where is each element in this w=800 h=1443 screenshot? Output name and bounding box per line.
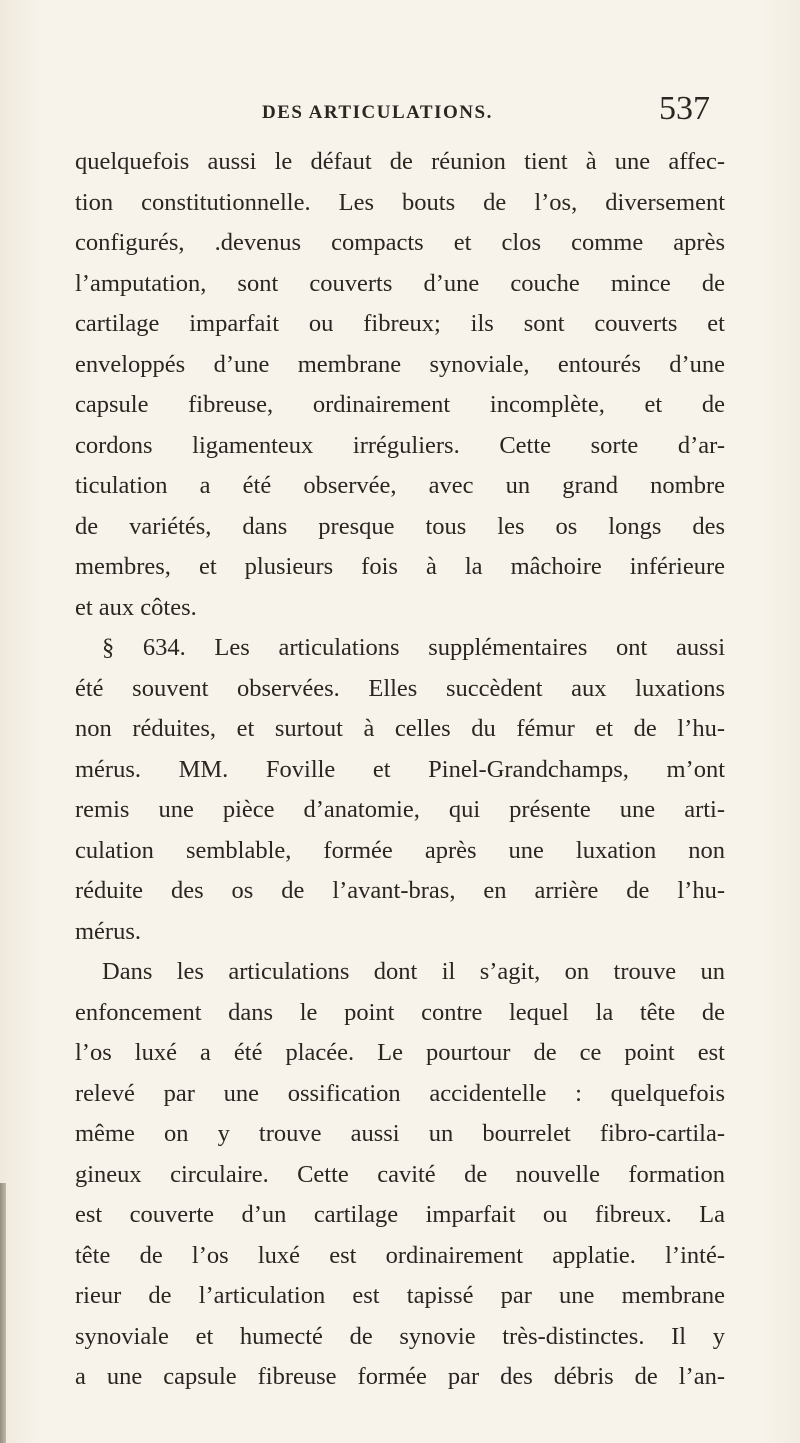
running-head: DES ARTICULATIONS. (262, 102, 493, 123)
text-line: de variétés, dans presque tous les os longs des (75, 512, 725, 540)
page-header (240, 90, 710, 136)
text-line: est couverte d’un cartilage imparfait ou fibreux. La (75, 1201, 725, 1228)
text-line: l’os luxé a été placée. Le pourtour de ce point est (75, 1039, 725, 1066)
paragraph-start-line: Dans les articulations dont il s’agit, on trouve un (102, 958, 725, 985)
body-text (75, 142, 725, 1398)
paragraph-start-line: § 634. Les articulations supplémentaires ont aussi (102, 634, 725, 661)
text-line: gineux circulaire. Cette cavité de nouvelle formation (75, 1160, 725, 1188)
text-line: quelquefois aussi le défaut de réunion tient à une affec- (75, 148, 725, 175)
text-line: réduite des os de l’avant-bras, en arrière de l’hu- (75, 877, 725, 904)
binding-shadow (0, 1183, 6, 1443)
text-line: tête de l’os luxé est ordinairement applatie. l’inté- (75, 1241, 725, 1269)
text-line: même on y trouve aussi un bourrelet fibro-cartila- (75, 1120, 725, 1147)
text-line: mérus. MM. Foville et Pinel-Grandchamps, m’ont (75, 755, 725, 783)
text-line: remis une pièce d’anatomie, qui présente une arti- (75, 796, 725, 823)
text-line: rieur de l’articulation est tapissé par une membrane (75, 1282, 725, 1309)
text-line: culation semblable, formée après une luxation non (75, 836, 725, 864)
text-line: enveloppés d’une membrane synoviale, entourés d’une (75, 350, 725, 378)
text-line: synoviale et humecté de synovie très-distinctes. Il y (75, 1322, 725, 1350)
text-line: configurés, .devenus compacts et clos comme après (75, 229, 725, 256)
text-line: tion constitutionnelle. Les bouts de l’os, diversement (75, 188, 725, 216)
text-line: l’amputation, sont couverts d’une couche mince de (75, 269, 725, 297)
text-line: cordons ligamenteux irréguliers. Cette sorte d’ar- (75, 431, 725, 459)
text-line: enfoncement dans le point contre lequel la tête de (75, 998, 725, 1026)
page-number: 537 (659, 90, 710, 127)
text-line: membres, et plusieurs fois à la mâchoire inférieure (75, 553, 725, 580)
text-line: a une capsule fibreuse formée par des débris de l’an- (75, 1363, 725, 1390)
text-line: été souvent observées. Elles succèdent aux luxations (75, 674, 725, 702)
text-line: capsule fibreuse, ordinairement incomplète, et de (75, 391, 725, 418)
text-line: relevé par une ossification accidentelle : quelquefois (75, 1079, 725, 1107)
text-line: mérus. (75, 917, 141, 945)
text-line: et aux côtes. (75, 593, 197, 621)
text-line: non réduites, et surtout à celles du fémur et de l’hu- (75, 715, 725, 742)
text-line: cartilage imparfait ou fibreux; ils sont couverts et (75, 310, 725, 337)
text-line: ticulation a été observée, avec un grand nombre (75, 472, 725, 499)
